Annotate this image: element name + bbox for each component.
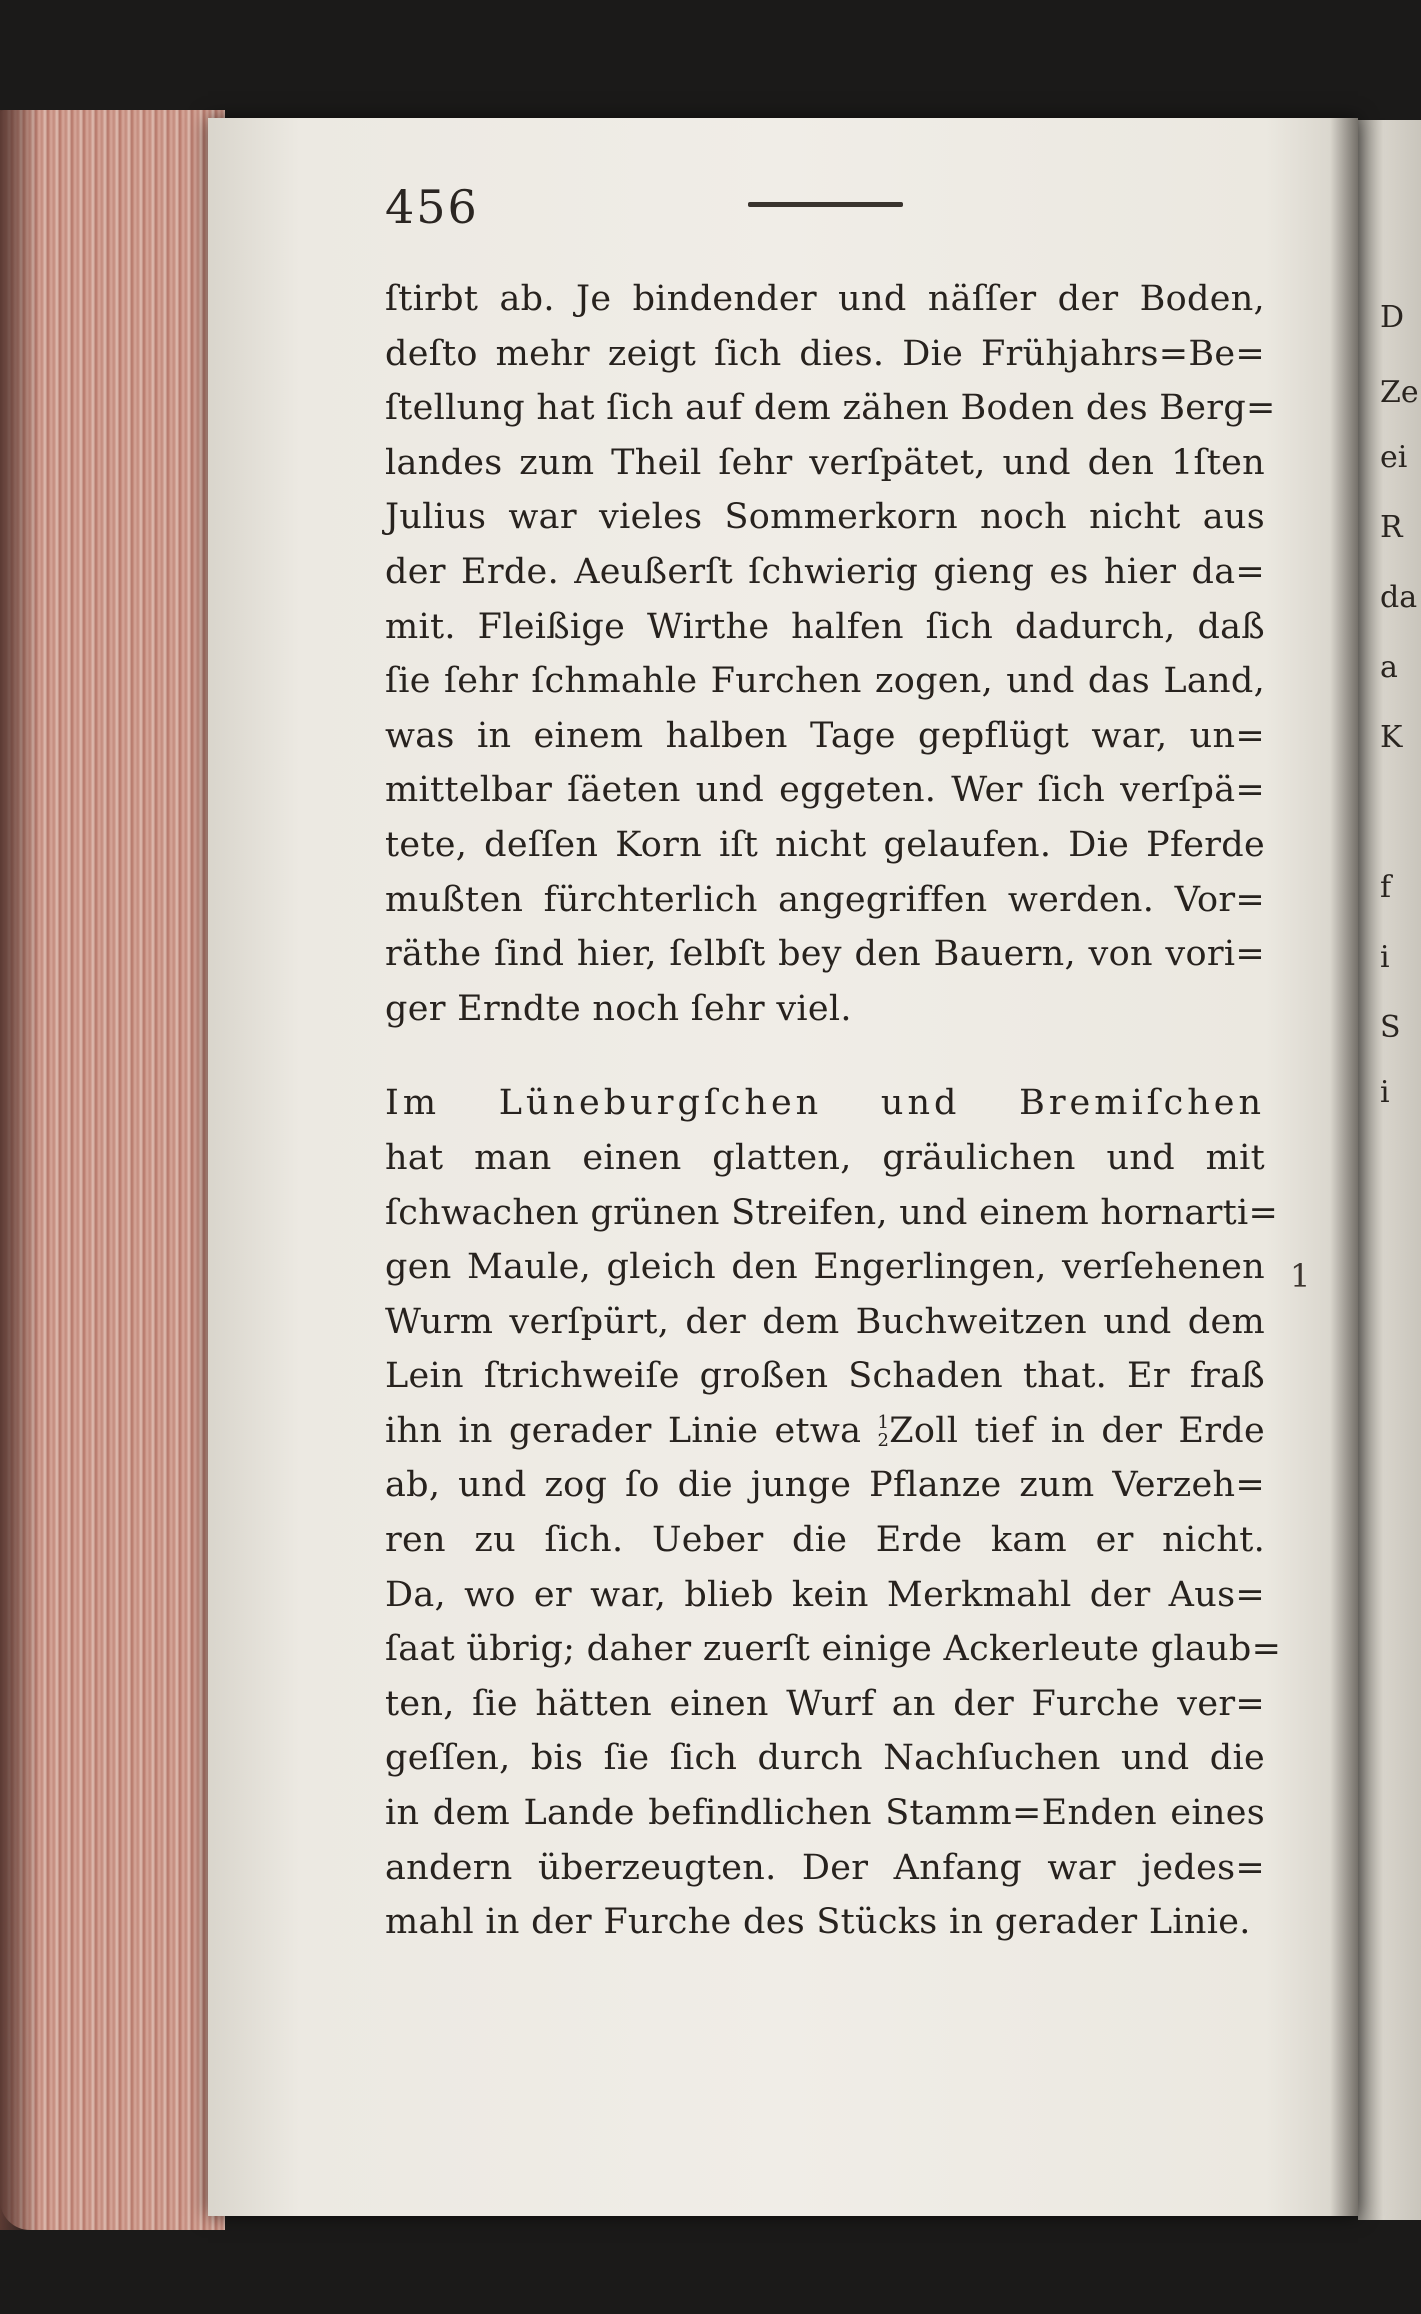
text-line: mittelbar ſäeten und eggeten. Wer ſich verſpä= <box>385 770 1265 811</box>
header-rule <box>748 202 903 207</box>
paragraph-gap <box>385 1036 1265 1076</box>
text-line: in dem Lande befindlichen Stamm=Enden eines <box>385 1793 1265 1834</box>
fraction-line-before: ihn in gerader Linie etwa <box>385 1410 878 1451</box>
facing-page-fragment: i <box>1380 1075 1390 1110</box>
facing-page-fragment: i <box>1380 940 1390 975</box>
text-line: mußten fürchterlich angegriffen werden. Vor= <box>385 879 1265 920</box>
text-line: ren zu ſich. Ueber die Erde kam er nicht. <box>385 1520 1265 1561</box>
facing-page-fragment: a <box>1380 650 1398 685</box>
text-line: gen Maule, gleich den Engerlingen, verſehenen <box>385 1247 1265 1288</box>
text-line: Julius war vieles Sommerkorn noch nicht aus <box>385 497 1265 538</box>
fraction-numerator: 1 <box>877 1412 890 1434</box>
paragraph-1 <box>385 272 1276 1036</box>
fraction-line <box>385 1404 1265 1459</box>
facing-page-fragment: R <box>1380 510 1403 545</box>
text-line: ger Erndte noch ſehr viel. <box>385 988 852 1029</box>
text-line: ab, und zog ſo die junge Pflanze zum Verzeh= <box>385 1465 1265 1506</box>
text-line: andern überzeugten. Der Anfang war jedes= <box>385 1847 1265 1888</box>
text-line: ſtirbt ab. Je bindender und näſſer der Boden, <box>385 279 1265 319</box>
fraction-denominator: 2 <box>877 1430 890 1452</box>
text-line: Wurm verſpürt, der dem Buchweitzen und dem <box>385 1301 1265 1342</box>
text-line: ten, ſie hätten einen Wurf an der Furche ver= <box>385 1683 1265 1724</box>
text-line: der Erde. Aeußerſt ſchwierig gieng es hier da= <box>385 551 1265 592</box>
fraction-line-after: Zoll tief in der Erde <box>889 1410 1265 1451</box>
facing-page-fragment: f <box>1380 870 1392 905</box>
text-line: tete, deſſen Korn iſt nicht gelaufen. Die Pferde <box>385 824 1265 865</box>
page-number: 456 <box>385 180 479 234</box>
paragraph-2-body <box>385 1131 1279 1404</box>
paragraph-2-heading-line <box>385 1076 1265 1131</box>
facing-page-fragment: da <box>1380 580 1418 615</box>
text-line: ſie ſehr ſchmahle Furchen zogen, und das Land, <box>385 661 1265 702</box>
text-line: ſaat übrig; daher zuerſt einige Ackerleute glaub= <box>385 1629 1282 1670</box>
facing-page-fragment: D <box>1380 300 1405 335</box>
text-line: was in einem halben Tage gepflügt war, un= <box>385 715 1265 756</box>
fraction <box>878 1414 890 1450</box>
text-line: hat man einen glatten, gräulichen und mit <box>385 1137 1265 1178</box>
text-line: mit. Fleißige Wirthe halfen ſich dadurch, daß <box>385 606 1265 647</box>
facing-page-fragment: K <box>1380 720 1403 755</box>
text-line: räthe ſind hier, ſelbſt bey den Bauern, von vori= <box>385 934 1265 975</box>
text-line: deſto mehr zeigt ſich dies. Die Frühjahrs=Be= <box>385 333 1265 374</box>
text-line: geſſen, bis ſie ſich durch Nachſuchen und die <box>385 1738 1265 1779</box>
text-line: Lein ſtrichweiſe großen Schaden that. Er fraß <box>385 1356 1265 1397</box>
text-line: landes zum Theil ſehr verſpätet, und den 1ſten <box>385 442 1265 483</box>
body-text <box>385 272 1282 1950</box>
paragraph-2 <box>385 1076 1265 1131</box>
facing-page <box>1358 120 1421 2220</box>
facing-page-fragment: ei <box>1380 440 1408 475</box>
facing-page-fragment: Ze <box>1380 375 1419 410</box>
text-line: ſchwachen grünen Streifen, und einem hornarti= <box>385 1192 1279 1233</box>
text-line: mahl in der Furche des Stücks in gerader Linie. <box>385 1902 1251 1943</box>
page-gutter <box>1330 118 1358 2216</box>
page-edges-shadow <box>0 110 40 2230</box>
paragraph-2-rest <box>385 1458 1282 1949</box>
facing-page-fragment: S <box>1380 1010 1401 1045</box>
text-line: Da, wo er war, blieb kein Merkmahl der Aus= <box>385 1574 1265 1615</box>
margin-mark: 1 <box>1290 1257 1311 1295</box>
text-line: ſtellung hat ſich auf dem zähen Boden des Berg= <box>385 388 1276 429</box>
paragraph-2-heading: Im Lüneburgſchen und Bremiſchen <box>385 1083 1265 1124</box>
